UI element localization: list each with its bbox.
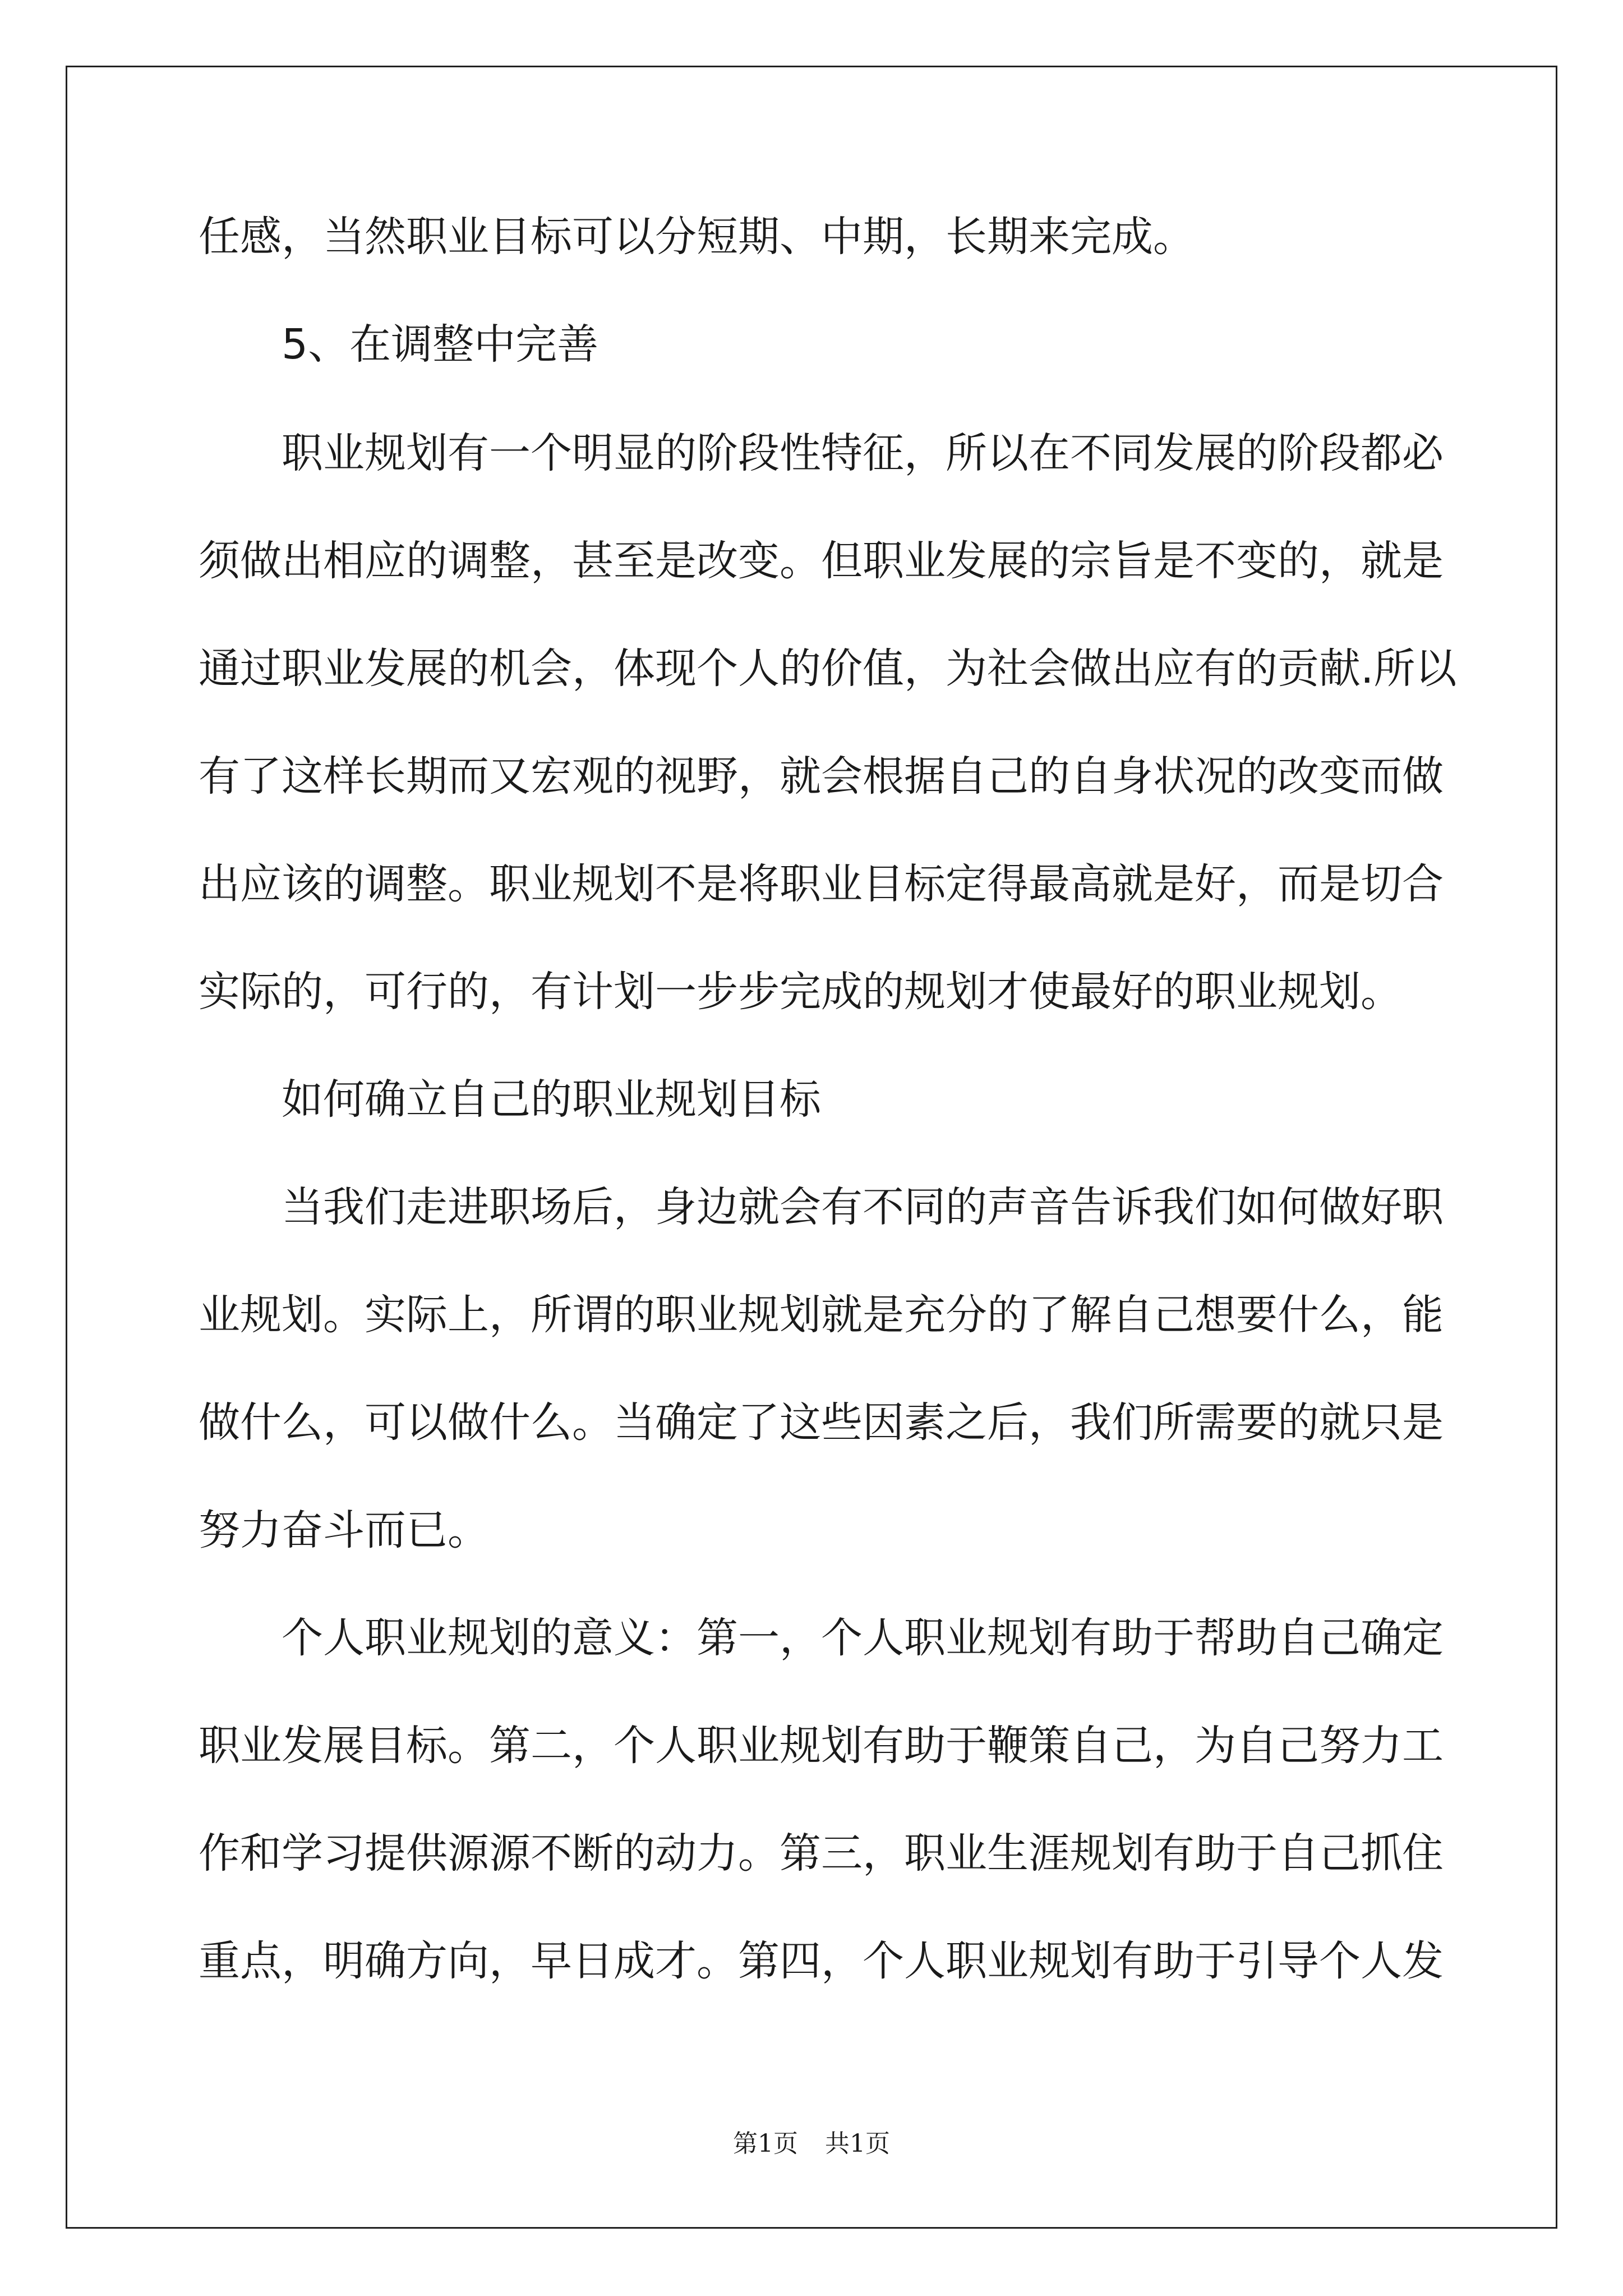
- section-heading: 如何确立自己的职业规划目标: [282, 1075, 821, 1124]
- page-total: 共1页: [825, 2129, 890, 2158]
- page-number: 第1页: [733, 2129, 798, 2158]
- text-line: 做什么，可以做什么。当确定了这些因素之后，我们所需要的就只是: [199, 1398, 1444, 1447]
- text-line: 须做出相应的调整，甚至是改变。但职业发展的宗旨是不变的，就是: [199, 537, 1444, 585]
- text-line: 业规划。实际上，所谓的职业规划就是充分的了解自己想要什么，能: [199, 1291, 1444, 1339]
- text-line: 有了这样长期而又宏观的视野，就会根据自己的自身状况的改变而做: [199, 752, 1444, 800]
- section-heading: 5、在调整中完善: [282, 320, 599, 369]
- page-border: [66, 66, 1557, 2229]
- text-line: 通过职业发展的机会，体现个人的价值，为社会做出应有的贡献.所以: [199, 645, 1457, 693]
- page-footer: [0, 2127, 1623, 2161]
- text-line: 努力奋斗而已。: [199, 1506, 489, 1554]
- text-line: 职业发展目标。第二，个人职业规划有助于鞭策自己，为自己努力工: [199, 1722, 1444, 1770]
- text-line: 任感，当然职业目标可以分短期、中期，长期来完成。: [199, 213, 1195, 261]
- text-line: 重点，明确方向，早日成才。第四，个人职业规划有助于引导个人发: [199, 1937, 1444, 1985]
- text-line: 个人职业规划的意义：第一，个人职业规划有助于帮助自己确定: [282, 1614, 1444, 1662]
- text-line: 实际的，可行的，有计划一步步完成的规划才使最好的职业规划。: [199, 968, 1402, 1016]
- text-line: 作和学习提供源源不断的动力。第三，职业生涯规划有助于自己抓住: [199, 1829, 1444, 1878]
- text-line: 职业规划有一个明显的阶段性特征，所以在不同发展的阶段都必: [282, 429, 1444, 477]
- text-line: 当我们走进职场后，身边就会有不同的声音告诉我们如何做好职: [282, 1183, 1444, 1231]
- text-line: 出应该的调整。职业规划不是将职业目标定得最高就是好，而是切合: [199, 860, 1444, 908]
